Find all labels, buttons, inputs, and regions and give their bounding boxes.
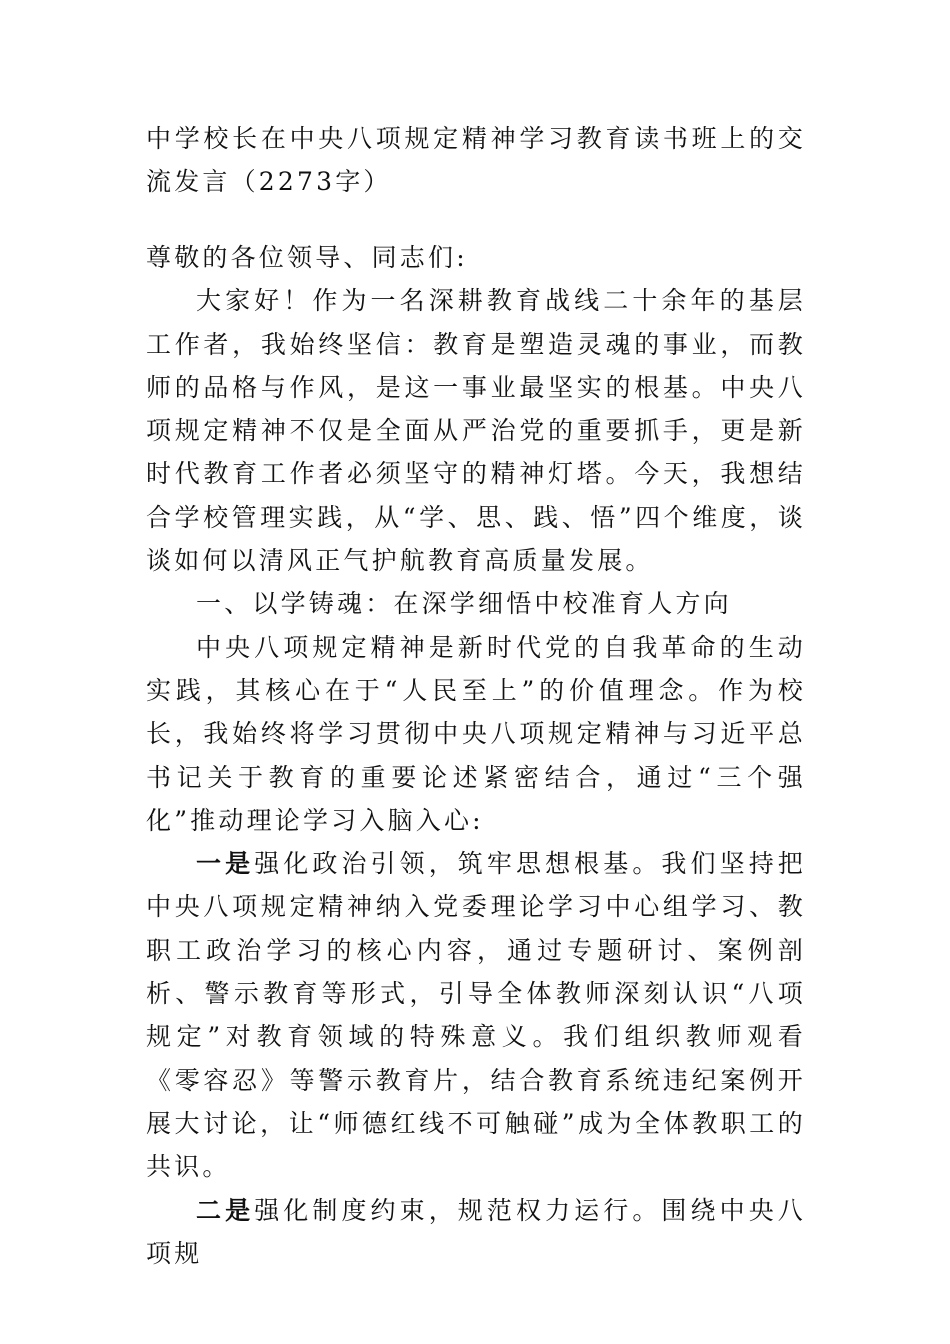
paragraph-text: 强化政治引领，筑牢思想根基。我们坚持把中央八项规定精神纳入党委理论学习中心组学习、教职工政治学习的核心内容，通过专题研讨、案例剖析、警示教育等形式，引导全体教师深刻认识“八项规定”对教育领域的特殊意义。我们组织教师观看《零容忍》等警示教育片，结合教育系统违纪案例开展大讨论，让“师德红线不可触碰”成为全体教职工的共识。 [146,849,806,1182]
document-title: 中学校长在中央八项规定精神学习教育读书班上的交流发言（2273字） [146,124,806,196]
paragraph-point-2 [146,1189,806,1276]
paragraph-text: 大家好！作为一名深耕教育战线二十余年的基层工作者，我始终坚信：教育是塑造灵魂的事业，而教师的品格与作风，是这一事业最坚实的根基。中央八项规定精神不仅是全面从严治党的重要抓手，更是新时代教育工作者必须坚守的精神灯塔。今天，我想结合学校管理实践，从“学、思、践、悟”四个维度，谈谈如何以清风正气护航教育高质量发展。 [146,286,806,576]
paragraph-text: 强化制度约束，规范权力运行。围绕中央八项规 [146,1195,806,1268]
paragraph-text: 中央八项规定精神是新时代党的自我革命的生动实践，其核心在于“人民至上”的价值理念。作为校长，我始终将学习贯彻中央八项规定精神与习近平总书记关于教育的重要论述紧密结合，通过“三个强化”推动理论学习入脑入心: [146,632,806,835]
document-body [146,236,806,1275]
paragraph-opening [146,279,806,582]
paragraph-core-idea [146,626,806,842]
salutation: 尊敬的各位领导、同志们: [146,243,468,272]
paragraph-text: 一、以学铸魂：在深学细悟中校准育人方向 [196,589,732,619]
point-lead: 一是 [196,849,255,879]
point-lead: 二是 [196,1195,255,1225]
section-heading-1 [146,582,806,625]
paragraph-point-1 [146,842,806,1188]
